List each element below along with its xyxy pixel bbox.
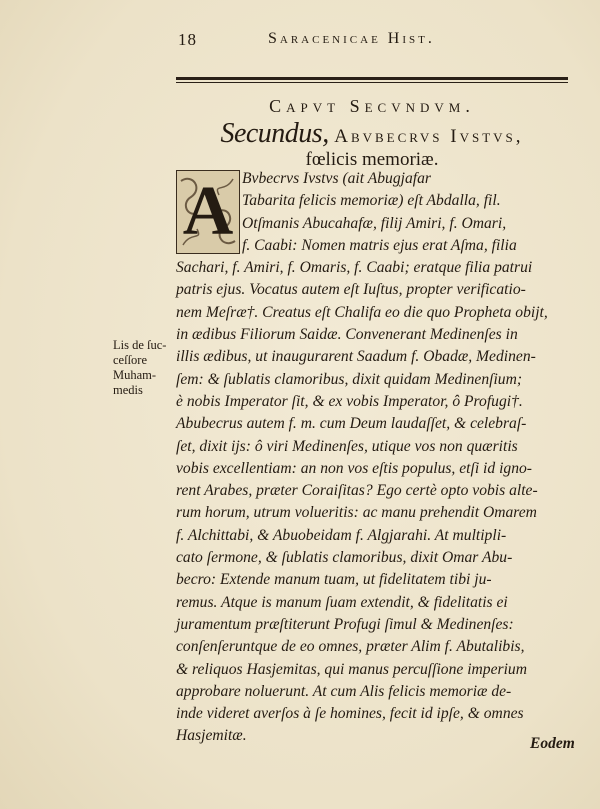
text-line: f. Caabi: Nomen matris ejus erat Aſma, filia [242, 236, 517, 254]
text-line: remus. Atque is manum ſuam extendit, & fidelitatis ei [176, 593, 508, 611]
text-line: rent Arabes, præter Coraiſitas? Ego certè opto vobis alte- [176, 482, 538, 500]
text-line: illis ædibus, ut inaugurarent Saadum f. Obadæ, Medinen- [176, 348, 536, 366]
text-line: conſenſeruntque de eo omnes, præter Alim f. Abutalibis, [176, 638, 525, 656]
text-line: in ædibus Filiorum Saidæ. Convenerant Medinenſes in [176, 326, 518, 344]
text-line: Sachari, f. Amiri, f. Omaris, f. Caabi; eratque filia patrui [176, 259, 533, 277]
margin-note-line: Muham- [113, 368, 157, 382]
running-title: Saracenicae Hist. [268, 30, 435, 47]
header-rule-thick [176, 77, 568, 80]
initial-letter: A [182, 173, 234, 250]
chapter-subtitle: fœlicis memoriæ. [305, 149, 439, 170]
catchword: Eodem [530, 735, 575, 752]
text-line: Otſmanis Abucahafæ, filij Amiri, f. Omari, [242, 214, 507, 232]
text-line: juramentum præſtiterunt Profugi ſimul & Medinenſes: [176, 615, 514, 633]
margin-note [113, 338, 175, 398]
header-rule-thin [176, 82, 568, 83]
chapter-title [176, 118, 568, 150]
text-line: Abubecrus autem f. m. cum Deum laudaſſet, & celebraſ- [176, 415, 527, 433]
text-line: cato ſermone, & ſublatis clamoribus, dixit Omar Abu- [176, 549, 513, 567]
text-line: vobis excellentiam: an non vos eſtis populus, etſi id igno- [176, 459, 532, 477]
text-line: rum horum, utrum volueritis: ac manu prehendit Omarem [176, 504, 537, 522]
text-line: becro: Extende manum tuam, ut fidelitatem tibi ju- [176, 571, 492, 589]
chapter-title-caps: Abvbecrvs Ivstvs, [334, 126, 524, 147]
text-line: ſet, dixit ijs: ô viri Medinenſes, utique vos non quæritis [176, 437, 518, 455]
text-line: f. Alchittabi, & Abuobeidam f. Algjarahi. At multipli- [176, 526, 507, 544]
text-line: Bvbecrvs Ivstvs (ait Abugjafar [242, 170, 431, 187]
margin-note-line: Lis de ſuc- [113, 338, 167, 352]
margin-note-line: medis [113, 383, 143, 397]
text-line: è nobis Imperator ſit, & ex vobis Imperator, ô Profugi†. [176, 392, 523, 410]
text-line: ſem: & ſublatis clamoribus, dixit quidam Medinenſium; [176, 370, 523, 388]
text-line: Hasjemitæ. [176, 727, 247, 745]
body-text [176, 168, 576, 748]
chapter-title-italic: Secundus, [220, 118, 329, 149]
text-line: nem Meſræ†. Creatus eſt Chalifa eo die quo Propheta obijt, [176, 303, 548, 321]
page-header [178, 30, 508, 52]
page-number: 18 [178, 30, 197, 49]
text-line: & reliquos Hasjemitas, qui manus percuſſione imperium [176, 660, 527, 678]
text-line: approbare noluerunt. At cum Alis felicis memoriæ de- [176, 682, 512, 700]
chapter-heading: Capvt Secvndvm. [269, 96, 475, 116]
text-line: patris ejus. Vocatus autem eſt Iuſtus, propter verificatio- [176, 281, 526, 299]
text-line: inde videret averſos à ſe homines, fecit id ipſe, & omnes [176, 705, 524, 723]
text-line: Tabarita felicis memoriæ) eſt Abdalla, fil. [242, 192, 501, 210]
margin-note-line: ceſſore [113, 353, 148, 367]
